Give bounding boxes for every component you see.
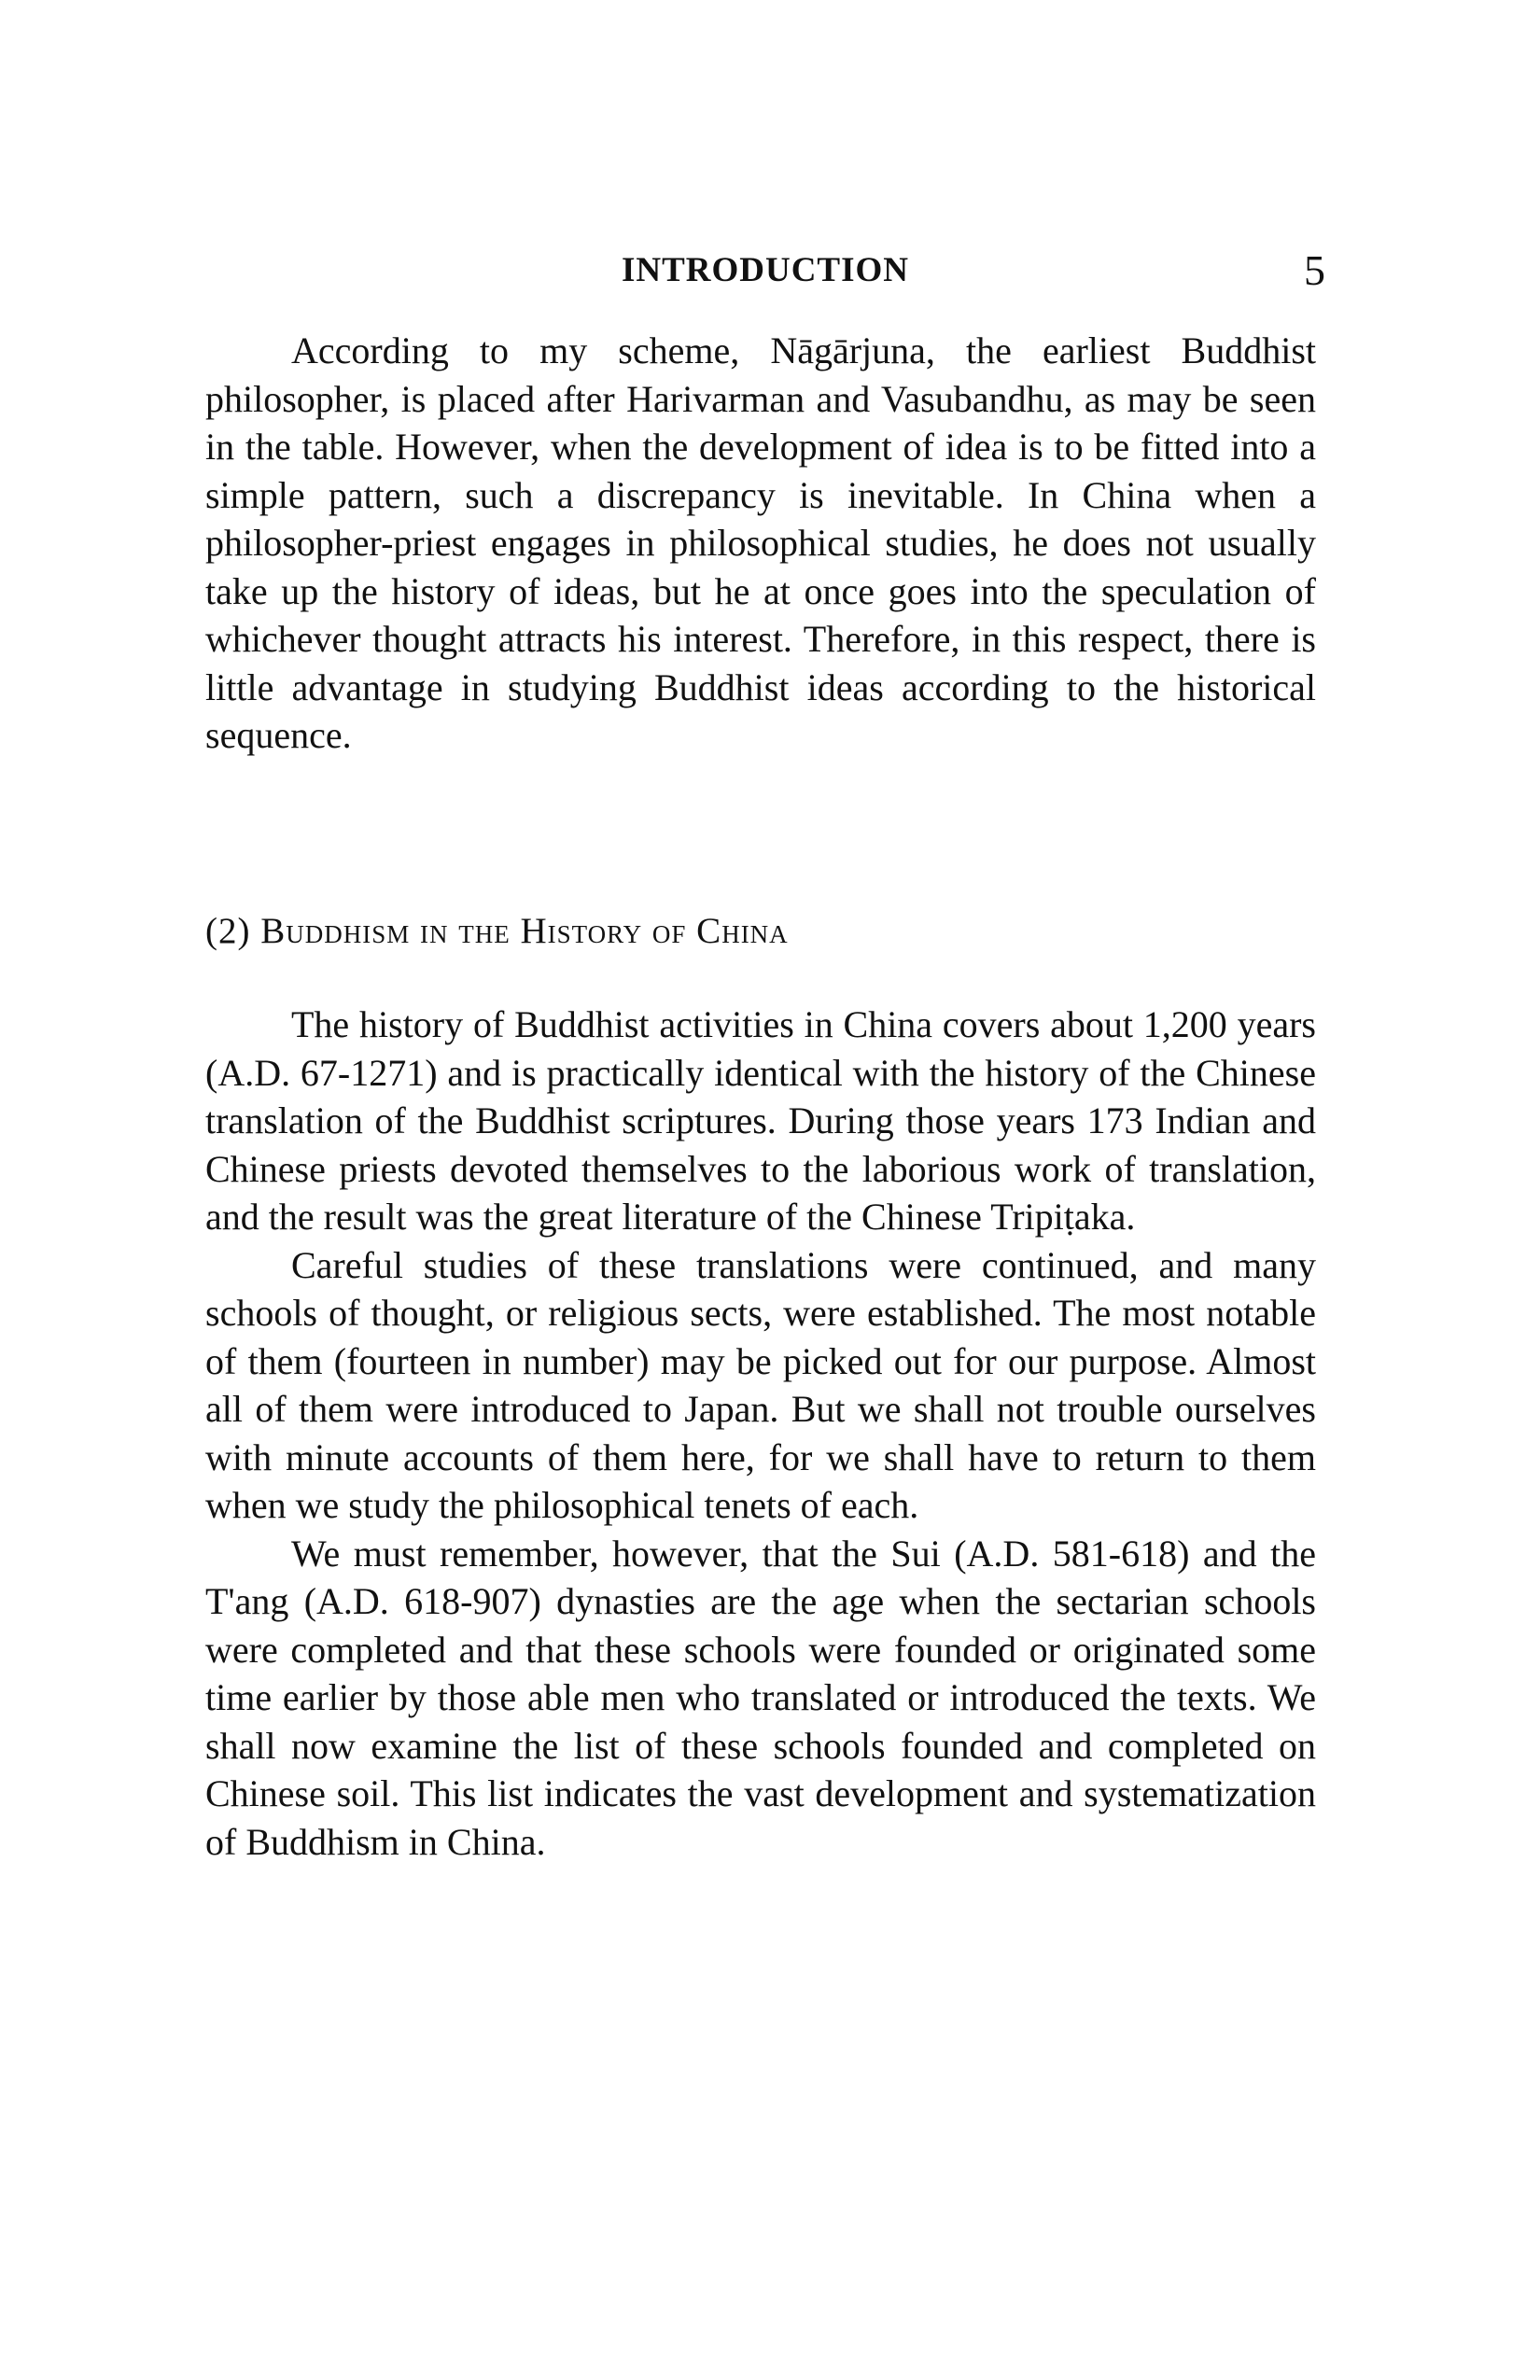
paragraph: We must remember, however, that the Sui (A.D. 581-618) and the T'ang (A.D. 618-907) dynasties are the age when the sectarian schools were completed and that these schools were founded or originated some time earlier by those able men who translated or introduced the texts. We shall now examine the list of these schools founded and completed on Chinese soil. This list indicates the vast development and systematization of Buddhism in China. (205, 1532, 1316, 1863)
paragraph: According to my scheme, Nāgārjuna, the earliest Buddhist philosopher, is placed after Harivarman and Vasubandhu, as may be seen in the table. However, when the development of idea is to be fitted into a simple pattern, such a discrepancy is inevitable. In China when a philosopher-priest engages in philosophical studies, he does not usually take up the history of ideas, but he at once goes into the speculation of whichever thought attracts his interest. Therefore, in this respect, there is little advantage in studying Buddhist ideas according to the historical sequence. (205, 329, 1316, 756)
text-block-before (205, 327, 1316, 760)
paragraph: Careful studies of these translations were continued, and many schools of thought, or religious sects, were established. The most notable of them (fourteen in number) may be picked out for our purpose. Almost all of them were introduced to Japan. But we shall not trouble ourselves with minute accounts of them here, for we shall have to return to them when we study the philosophical tenets of each. (205, 1243, 1316, 1526)
running-title: INTRODUCTION (621, 251, 910, 289)
running-head (205, 243, 1325, 299)
page-number: 5 (1304, 246, 1325, 294)
section-heading: (2) Buddhism in the History of China (205, 911, 789, 951)
paragraph: The history of Buddhist activities in China covers about 1,200 years (A.D. 67-1271) and is practically identical with the history of the Chinese translation of the Buddhist scriptures. During those years 173 Indian and Chinese priests devoted themselves to the laborious work of translation, and the result was the great literature of the Chinese Tripiṭaka. (205, 1003, 1316, 1238)
text-block-after (205, 1001, 1316, 1866)
